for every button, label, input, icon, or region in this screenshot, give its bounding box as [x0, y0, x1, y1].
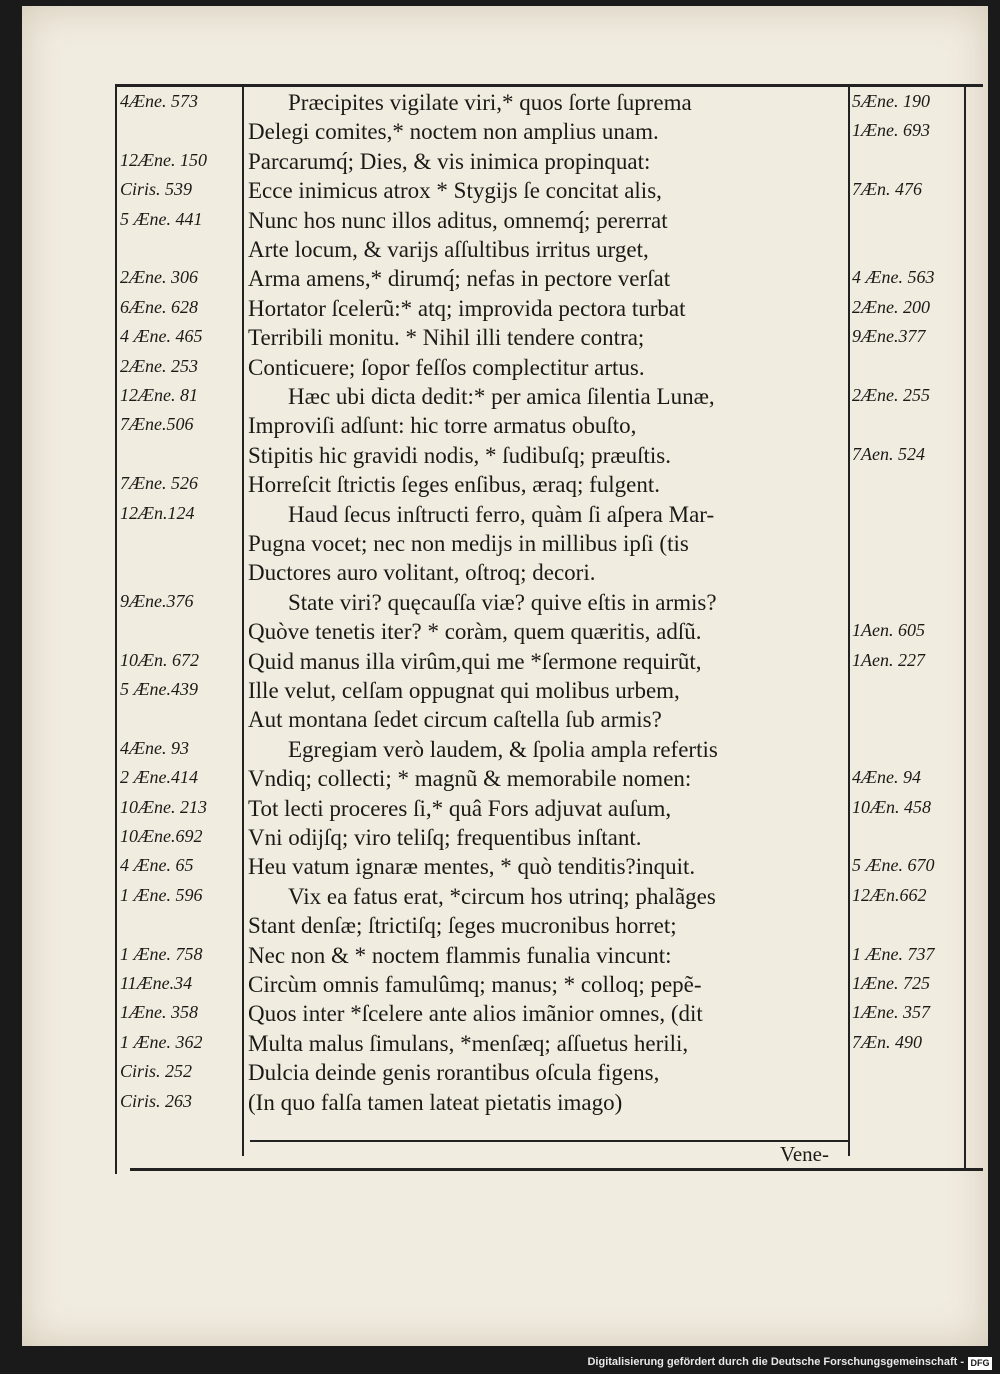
left-margin-reference: 1 Æne. 596 [120, 884, 203, 905]
verse-line: Horreſcit ſtrictis ſeges enſibus, æraq; fulgent. [248, 472, 660, 498]
left-margin-reference: Ciris. 539 [120, 179, 193, 200]
left-margin-reference: 1 Æne. 362 [120, 1031, 203, 1052]
left-margin-reference: 4Æne. 93 [120, 737, 189, 758]
page [22, 6, 988, 1346]
right-margin-reference: 1Æne. 357 [852, 1002, 930, 1023]
right-margin-reference: 1 Æne. 737 [852, 943, 935, 964]
verse-line: Ductores auro volitant, oſtroq; decori. [248, 560, 596, 586]
verse-line: Pugna vocet; nec non medijs in millibus ipſi (tis [248, 531, 689, 556]
verse-line: Egregiam verò laudem, & ſpolia ampla refertis [288, 736, 718, 762]
right-margin-reference: 1Aen. 227 [852, 649, 925, 670]
left-margin-reference: 5 Æne.439 [120, 679, 198, 699]
verse-line: Terribili monitu. * Nihil illi tendere contra; [248, 325, 645, 351]
left-margin-reference: 12Æne. 150 [120, 149, 207, 170]
verse-line: Quos inter *ſcelere ante alios imãnior omnes, (dit [248, 1001, 703, 1027]
verse-line: Heu vatum ignaræ mentes, * quò tenditis?inquit. [248, 854, 696, 880]
left-margin-reference: 10Æne.692 [120, 826, 203, 846]
left-margin-reference: 2Æne. 306 [120, 267, 198, 288]
right-margin-reference: 1Æne. 693 [852, 120, 930, 141]
right-margin-reference: 2Æne. 255 [852, 385, 930, 405]
right-margin-reference: 5 Æne. 670 [852, 855, 935, 876]
column-divider-right [848, 84, 850, 1156]
text-bottom-rule [250, 1140, 850, 1142]
left-margin-reference: 2Æne. 253 [120, 355, 198, 376]
left-margin-reference: Ciris. 263 [120, 1090, 193, 1111]
verse-line: Haud ſecus inſtructi ferro, quàm ſi aſpera Mar- [288, 501, 715, 527]
left-margin-reference: 10Æn. 672 [120, 649, 200, 670]
verse-line: Nunc hos nunc illos aditus, omnemq́; pererrat [248, 207, 668, 233]
verse-line: Quòve tenetis iter? * coràm, quem quæritis, adſũ. [248, 619, 702, 645]
right-margin-reference: 1Æne. 725 [852, 973, 930, 993]
left-margin-reference: Ciris. 252 [120, 1061, 193, 1082]
verse-line: Præcipites vigilate viri,* quos ſorte ſuprema [288, 90, 692, 115]
right-margin-reference: 7Æn. 476 [852, 179, 923, 200]
right-margin-reference: 10Æn. 458 [852, 796, 932, 817]
left-margin-reference: 1 Æne. 758 [120, 943, 203, 964]
right-margin-reference: 12Æn.662 [852, 884, 927, 905]
verse-line: Hæc ubi dicta dedit:* per amica ſilentia Lunæ, [288, 384, 715, 409]
verse-line: (In quo falſa tamen lateat pietatis imago) [248, 1089, 623, 1115]
verse-line: Stant denſæ; ſtrictiſq; ſeges mucronibus horret; [248, 913, 677, 939]
left-margin-reference: 1Æne. 358 [120, 1002, 198, 1023]
verse-line: Circùm omnis famulûmq; manus; * colloq; pepẽ- [248, 972, 702, 997]
verse-line: Stipitis hic gravidi nodis, * ſudibuſq; præuſtis. [248, 442, 671, 468]
left-margin-reference: 11Æne.34 [120, 973, 193, 993]
left-margin-reference: 7Æne.506 [120, 414, 194, 435]
verse-line: Ille velut, celſam oppugnat qui molibus urbem, [248, 678, 680, 703]
footer-credit: Digitalisierung gefördert durch die Deutsche Forschungsgemeinschaft - [587, 1356, 964, 1368]
left-margin-reference: 6Æne. 628 [120, 296, 198, 317]
verse-line: Hortator ſcelerũ:* atq; improvida pectora turbat [248, 295, 686, 321]
verse-line: Ecce inimicus atrox * Stygijs ſe concitat alis, [248, 178, 662, 204]
right-margin-reference: 5Æne. 190 [852, 91, 930, 111]
verse-line: Vndiq; collecti; * magnũ & memorabile nomen: [248, 766, 692, 792]
verse-line: Aut montana ſedet circum caſtella ſub armis? [248, 707, 662, 733]
right-margin-reference: 1Aen. 605 [852, 620, 925, 641]
frame-top-rule [117, 84, 983, 87]
verse-line: Nec non & * noctem flammis funalia vincunt: [248, 942, 672, 968]
verse-line: Conticuere; ſopor feſſos complectitur artus. [248, 354, 645, 380]
column-divider-left [242, 84, 244, 1156]
frame-left-rule [115, 84, 117, 1174]
verse-line: Arte locum, & varijs aſſultibus irritus urget, [248, 237, 649, 262]
verse-line: Dulcia deinde genis rorantibus oſcula figens, [248, 1060, 660, 1086]
frame-right-rule [964, 84, 966, 1168]
right-margin-reference: 4 Æne. 563 [852, 267, 935, 288]
verse-line: Parcarumq́; Dies, & vis inimica propinquat: [248, 148, 651, 174]
left-margin-reference: 4 Æne. 465 [120, 326, 203, 347]
left-margin-reference: 10Æne. 213 [120, 796, 207, 817]
left-margin-reference: 9Æne.376 [120, 590, 194, 611]
verse-line: Tot lecti proceres ſi,* quâ Fors adjuvat auſum, [248, 795, 672, 821]
catchword: Vene- [780, 1142, 829, 1166]
verse-line: Delegi comites,* noctem non amplius unam. [248, 119, 659, 145]
footer-bar [0, 1355, 1000, 1374]
verse-line: Multa malus ſimulans, *menſæq; aſſuetus herili, [248, 1030, 689, 1056]
verse-line: Vni odijſq; viro teliſq; frequentibus inſtant. [248, 825, 642, 850]
verse-line: Quid manus illa virûm,qui me *ſermone requirũt, [248, 648, 702, 674]
left-margin-reference: 12Æn.124 [120, 502, 195, 523]
left-margin-reference: 5 Æne. 441 [120, 208, 203, 229]
verse-line: Improviſi adſunt: hic torre armatus obuſto, [248, 413, 637, 439]
left-margin-reference: 7Æne. 526 [120, 473, 198, 494]
dfg-logo: DFG [968, 1357, 992, 1370]
frame-bottom-rule [130, 1168, 983, 1171]
right-margin-reference: 9Æne.377 [852, 326, 926, 347]
left-margin-reference: 12Æne. 81 [120, 385, 198, 405]
right-margin-reference: 4Æne. 94 [852, 767, 921, 788]
verse-line: Vix ea fatus erat, *circum hos utrinq; phalãges [288, 883, 716, 909]
left-margin-reference: 4 Æne. 65 [120, 855, 194, 876]
left-margin-reference: 4Æne. 573 [120, 91, 198, 111]
right-margin-reference: 7Æn. 490 [852, 1031, 923, 1052]
left-margin-reference: 2 Æne.414 [120, 767, 198, 788]
verse-line: State viri? quęcauſſa viæ? quive eſtis in armis? [288, 589, 717, 615]
right-margin-reference: 2Æne. 200 [852, 296, 930, 317]
right-margin-reference: 7Aen. 524 [852, 443, 925, 464]
verse-line: Arma amens,* dirumq́; nefas in pectore verſat [248, 266, 671, 292]
